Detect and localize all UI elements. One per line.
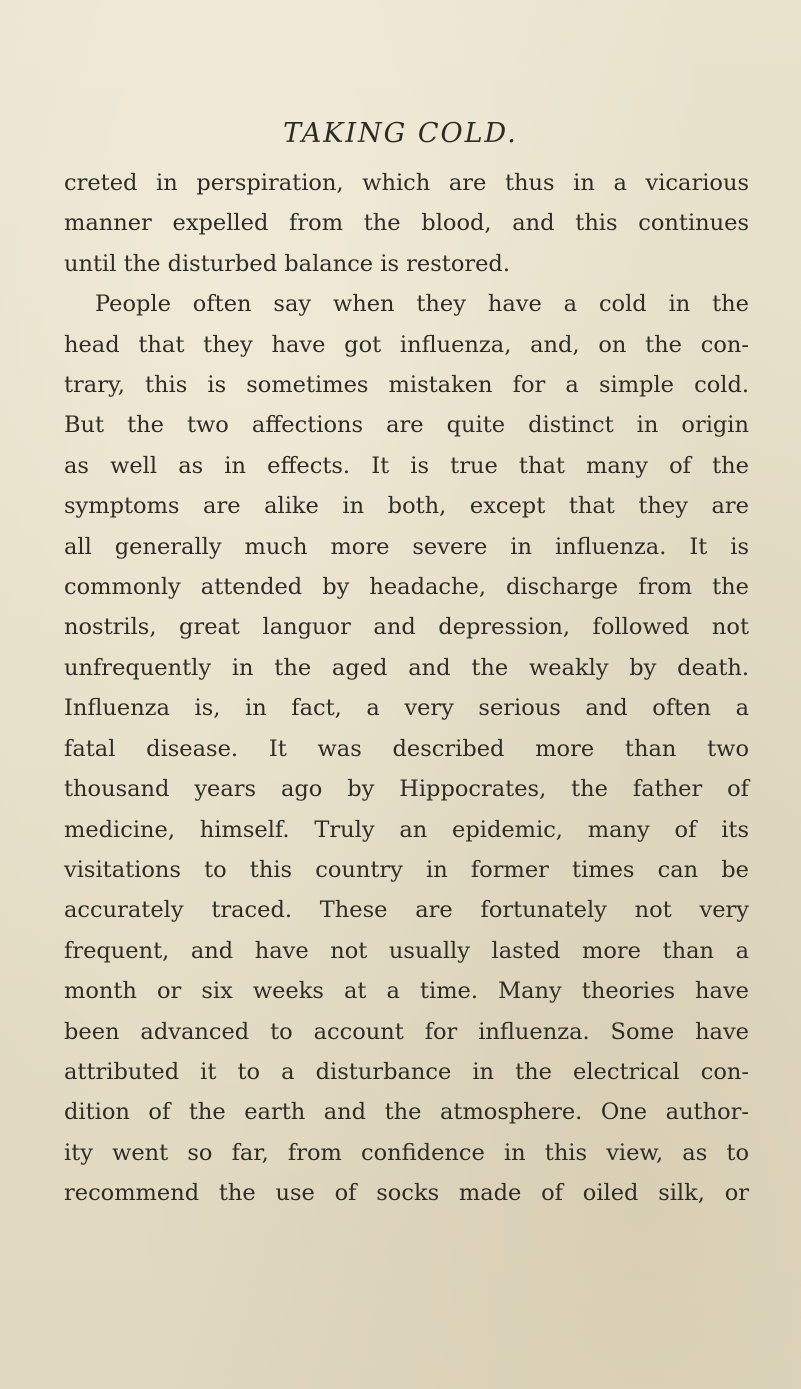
text-line: month or six weeks at a time. Many theories have xyxy=(64,978,749,1005)
text-line: attributed it to a disturbance in the electrical con- xyxy=(64,1058,749,1085)
text-line: accurately traced. These are fortunately not very xyxy=(64,897,749,924)
text-line: trary, this is sometimes mistaken for a simple cold. xyxy=(64,372,749,399)
text-line: ity went so far, from confidence in this view, as to xyxy=(64,1139,749,1166)
text-line: recommend the use of socks made of oiled silk, or xyxy=(64,1180,749,1207)
text-line: thousand years ago by Hippocrates, the father of xyxy=(64,776,749,803)
text-line: symptoms are alike in both, except that they are xyxy=(64,493,749,520)
text-line: visitations to this country in former times can be xyxy=(64,856,749,883)
body-text xyxy=(64,163,749,1214)
text-line: People often say when they have a cold in the xyxy=(95,291,749,318)
text-line: But the two affections are quite distinct in origin xyxy=(64,412,749,439)
text-line: Influenza is, in fact, a very serious and often a xyxy=(64,695,749,722)
text-line: creted in perspiration, which are thus in a vicarious xyxy=(64,170,749,196)
text-line: been advanced to account for influenza. Some have xyxy=(64,1018,749,1045)
text-line: unfrequently in the aged and the weakly by death. xyxy=(64,654,749,681)
text-line: all generally much more severe in influenza. It is xyxy=(64,533,749,560)
text-line: nostrils, great languor and depression, followed not xyxy=(64,614,749,641)
text-line: fatal disease. It was described more than two xyxy=(64,735,749,762)
text-line: commonly attended by headache, discharge from the xyxy=(64,574,749,601)
text-line: manner expelled from the blood, and this continues xyxy=(64,210,749,237)
text-line: frequent, and have not usually lasted more than a xyxy=(64,937,749,964)
running-head: TAKING COLD. xyxy=(283,118,518,149)
text-line: dition of the earth and the atmosphere. One author- xyxy=(64,1099,749,1126)
text-line: medicine, himself. Truly an epidemic, many of its xyxy=(64,816,749,843)
text-line: as well as in effects. It is true that many of the xyxy=(64,452,749,479)
text-line: head that they have got influenza, and, on the con- xyxy=(64,331,749,358)
text-line: until the disturbed balance is restored. xyxy=(64,250,510,277)
